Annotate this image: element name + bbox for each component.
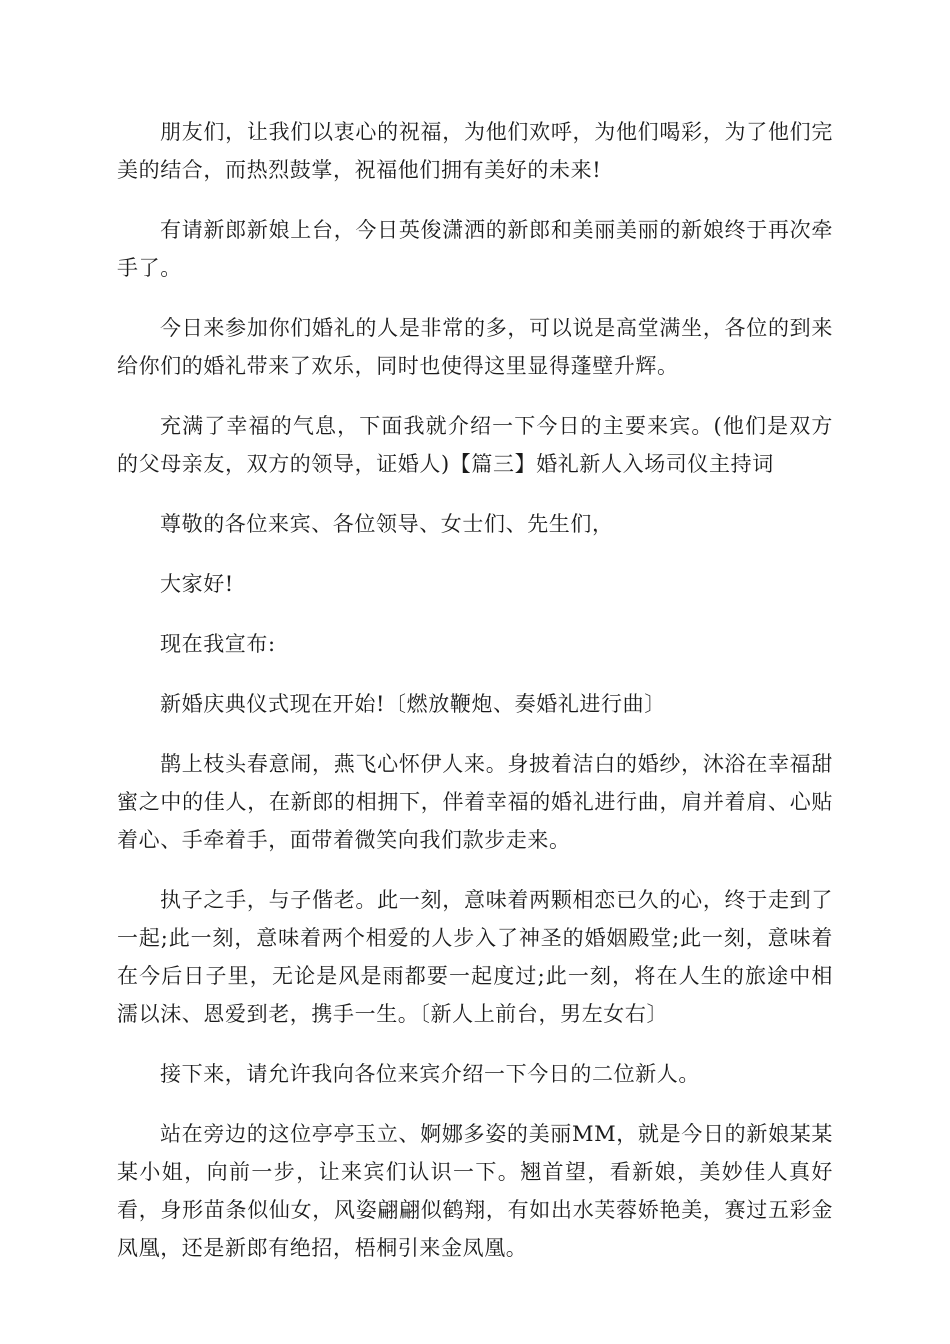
paragraph-3: 今日来参加你们婚礼的人是非常的多，可以说是高堂满坐，各位的到来给你们的婚礼带来了欢乐，同时也使得这里显得蓬壁升辉。 [117, 316, 833, 378]
paragraph-12: 站在旁边的这位亭亭玉立、婀娜多姿的美丽MM，就是今日的新娘某某某小姐，向前一步，让来宾们认识一下。翘首望，看新娘，美妙佳人真好看，身形苗条似仙女，风姿翩翩似鹤翔，有如出水芙蓉娇艳美，赛过五彩金凤凰，还是新郎有绝招，梧桐引来金凤凰。 [117, 1122, 833, 1260]
document-body [117, 113, 833, 1289]
paragraph-6: 大家好! [160, 572, 234, 596]
paragraph-8: 新婚庆典仪式现在开始!〔燃放鞭炮、奏婚礼进行曲〕 [160, 692, 666, 716]
paragraph-9: 鹊上枝头春意闹，燕飞心怀伊人来。身披着洁白的婚纱，沐浴在幸福甜蜜之中的佳人，在新郎的相拥下，伴着幸福的婚礼进行曲，肩并着肩、心贴着心、手牵着手，面带着微笑向我们款步走来。 [117, 752, 833, 852]
paragraph-7: 现在我宣布: [160, 632, 276, 656]
paragraph-5: 尊敬的各位来宾、各位领导、女士们、先生们， [160, 512, 614, 536]
paragraph-4: 充满了幸福的气息，下面我就介绍一下今日的主要来宾。(他们是双方的父母亲友，双方的领导，证婚人)【篇三】婚礼新人入场司仪主持词 [117, 414, 833, 476]
paragraph-10: 执子之手，与子偕老。此一刻，意味着两颗相恋已久的心，终于走到了一起;此一刻，意味着两个相爱的人步入了神圣的婚姻殿堂;此一刻，意味着在今后日子里，无论是风是雨都要一起度过;此一刻，将在人生的旅途中相濡以沫、恩爱到老，携手一生。〔新人上前台，男左女右〕 [117, 888, 833, 1026]
paragraph-11: 接下来，请允许我向各位来宾介绍一下今日的二位新人。 [160, 1062, 700, 1086]
paragraph-2: 有请新郎新娘上台，今日英俊潇洒的新郎和美丽美丽的新娘终于再次牵手了。 [117, 218, 833, 280]
paragraph-1: 朋友们，让我们以衷心的祝福，为他们欢呼，为他们喝彩，为了他们完美的结合，而热烈鼓掌，祝福他们拥有美好的未来! [117, 120, 833, 182]
